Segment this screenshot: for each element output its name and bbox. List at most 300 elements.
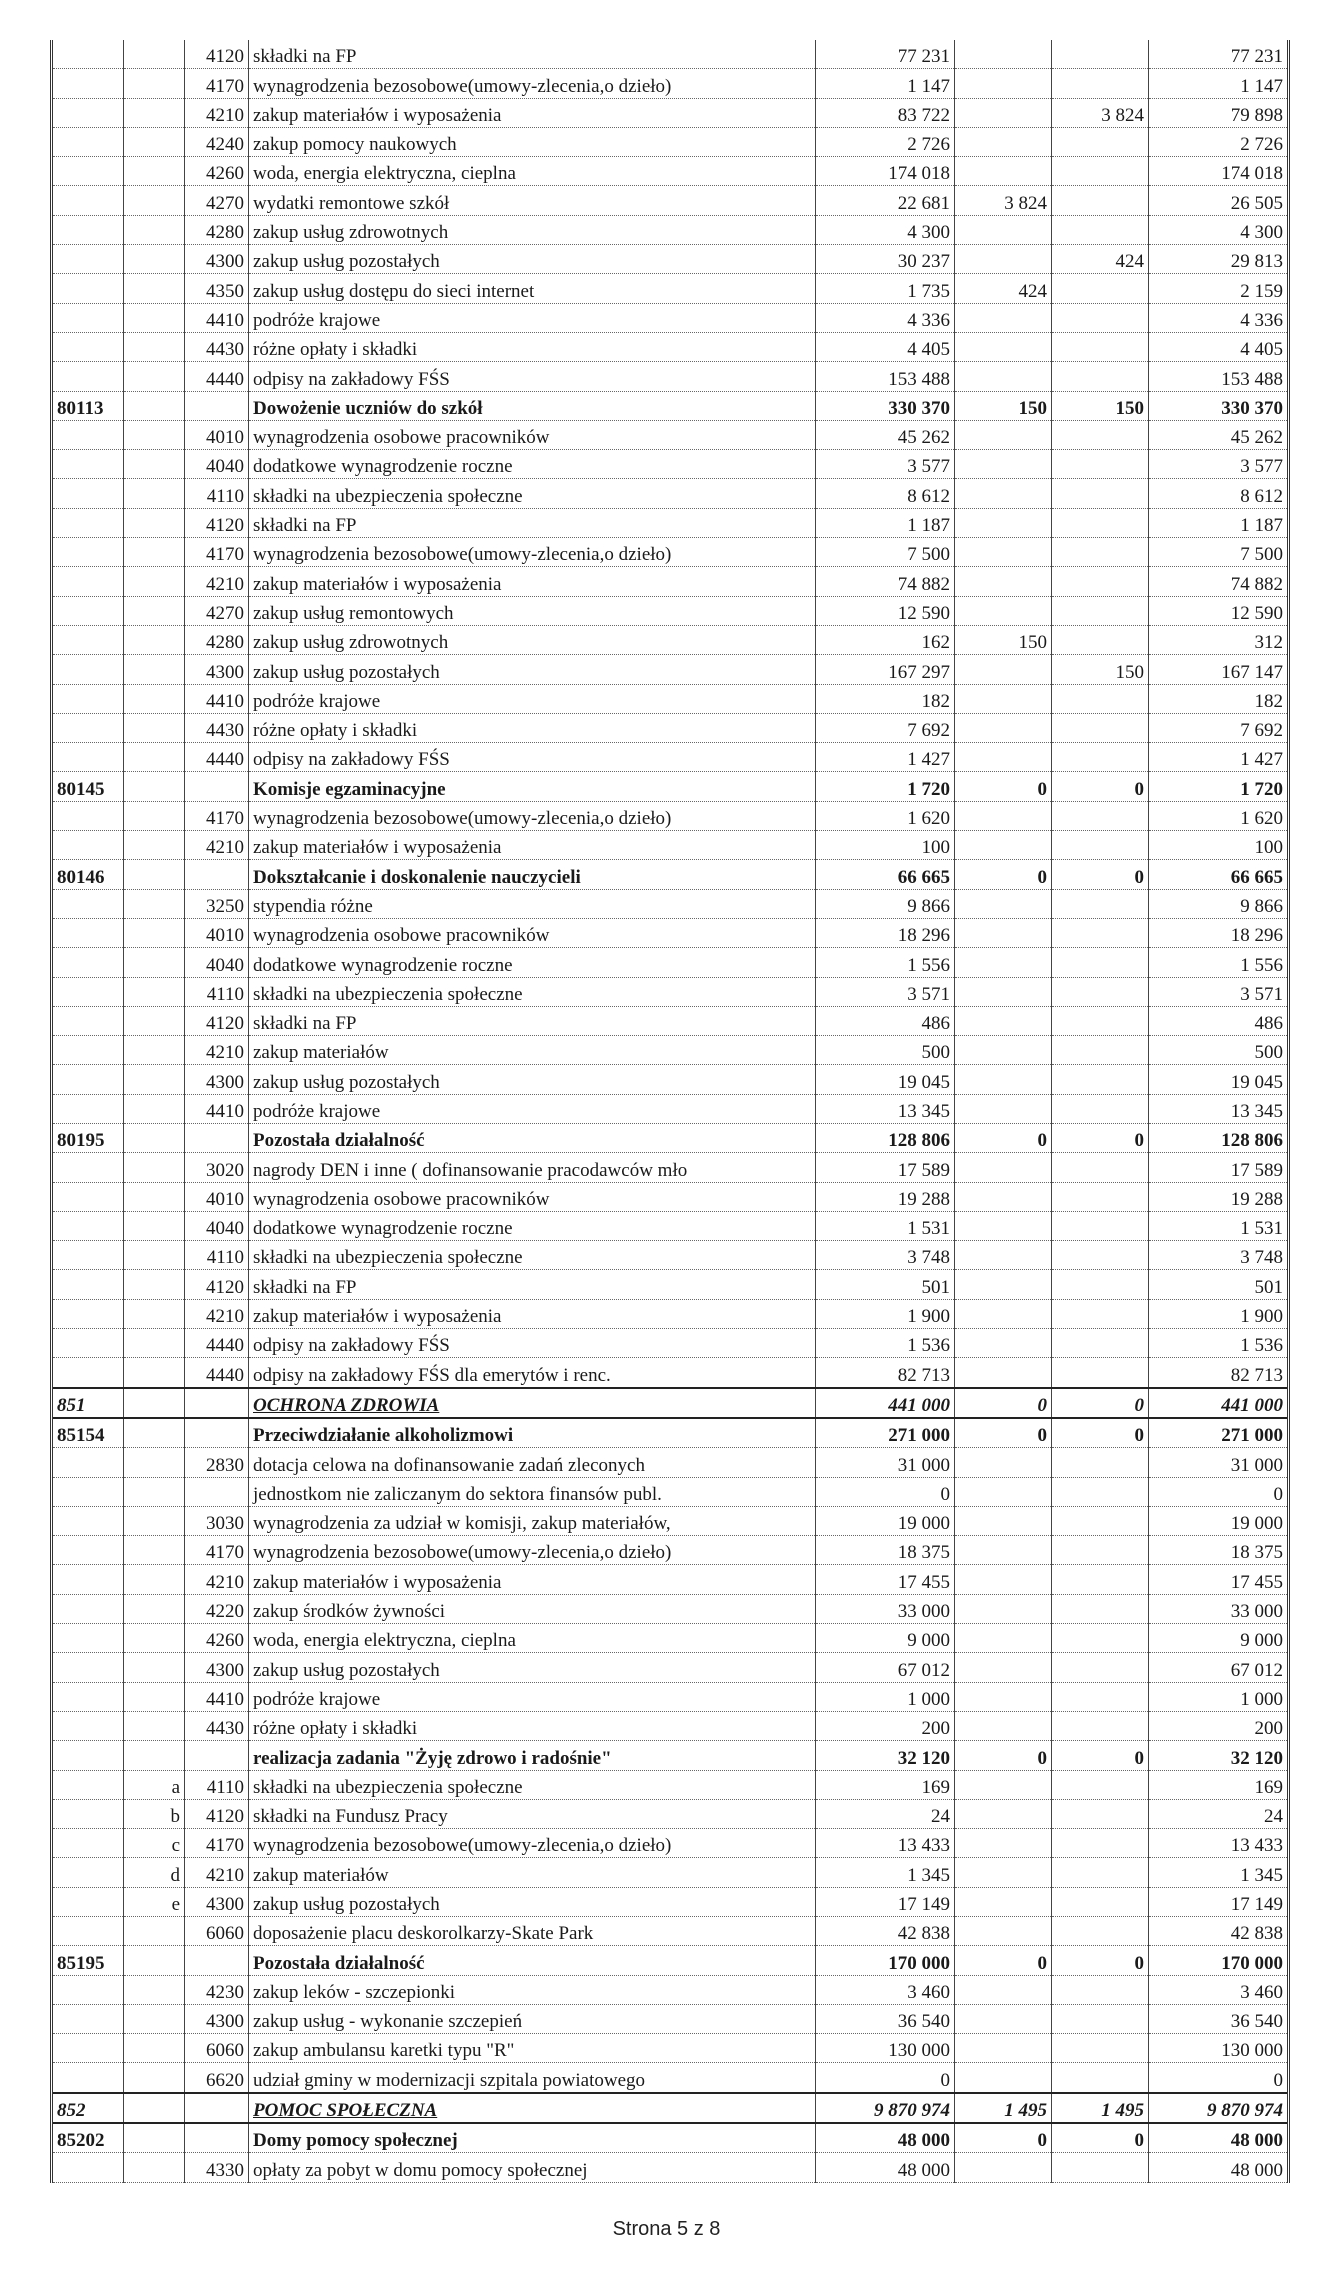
dzial-rozdzial-cell [52, 1975, 124, 2004]
plan-cell: 169 [816, 1770, 955, 1799]
after-change-cell: 66 665 [1149, 860, 1289, 889]
after-change-cell: 3 571 [1149, 977, 1289, 1006]
paragraph-cell: 4210 [185, 567, 249, 596]
after-change-cell: 4 336 [1149, 303, 1289, 332]
after-change-cell: 1 556 [1149, 948, 1289, 977]
table-row [52, 1329, 1289, 1358]
plan-cell: 77 231 [816, 40, 955, 69]
paragraph-cell [185, 2123, 249, 2153]
letter-cell [124, 1624, 185, 1653]
after-change-cell: 182 [1149, 684, 1289, 713]
plan-cell: 1 620 [816, 801, 955, 830]
dzial-rozdzial-cell [52, 684, 124, 713]
table-row [52, 2093, 1289, 2123]
decrease-cell [1052, 1329, 1149, 1358]
description-cell: podróże krajowe [249, 684, 816, 713]
paragraph-cell: 4280 [185, 625, 249, 654]
increase-cell: 0 [955, 1741, 1052, 1770]
table-row [52, 508, 1289, 537]
table-row [52, 801, 1289, 830]
description-cell: zakup materiałów [249, 1858, 816, 1887]
after-change-cell: 170 000 [1149, 1946, 1289, 1975]
paragraph-cell: 4330 [185, 2153, 249, 2182]
table-row [52, 1065, 1289, 1094]
plan-cell: 1 536 [816, 1329, 955, 1358]
decrease-cell [1052, 2063, 1149, 2093]
table-row [52, 2004, 1289, 2033]
dzial-rozdzial-cell [52, 1536, 124, 1565]
dzial-rozdzial-cell [52, 1594, 124, 1623]
description-cell: POMOC SPOŁECZNA [249, 2093, 816, 2123]
dzial-rozdzial-cell [52, 1770, 124, 1799]
dzial-rozdzial-cell: 85202 [52, 2123, 124, 2153]
letter-cell [124, 2034, 185, 2063]
dzial-rozdzial-cell: 80145 [52, 772, 124, 801]
increase-cell [955, 1448, 1052, 1477]
paragraph-cell: 4270 [185, 186, 249, 215]
letter-cell [124, 127, 185, 156]
increase-cell [955, 1506, 1052, 1535]
description-cell: woda, energia elektryczna, cieplna [249, 1624, 816, 1653]
table-row [52, 1153, 1289, 1182]
dzial-rozdzial-cell [52, 127, 124, 156]
description-cell: wynagrodzenia bezosobowe(umowy-zlecenia,o dzieło) [249, 1536, 816, 1565]
description-cell: realizacja zadania "Żyję zdrowo i radośnie" [249, 1741, 816, 1770]
table-row [52, 1829, 1289, 1858]
letter-cell [124, 1448, 185, 1477]
dzial-rozdzial-cell [52, 1448, 124, 1477]
after-change-cell: 1 427 [1149, 743, 1289, 772]
after-change-cell: 17 589 [1149, 1153, 1289, 1182]
decrease-cell [1052, 918, 1149, 947]
letter-cell [124, 831, 185, 860]
description-cell: Pozostała działalność [249, 1946, 816, 1975]
letter-cell [124, 948, 185, 977]
letter-cell [124, 596, 185, 625]
dzial-rozdzial-cell [52, 157, 124, 186]
after-change-cell: 45 262 [1149, 420, 1289, 449]
increase-cell: 1 495 [955, 2093, 1052, 2123]
decrease-cell [1052, 948, 1149, 977]
plan-cell: 82 713 [816, 1358, 955, 1388]
increase-cell [955, 1536, 1052, 1565]
table-row [52, 391, 1289, 420]
paragraph-cell [185, 1477, 249, 1506]
after-change-cell: 1 900 [1149, 1299, 1289, 1328]
increase-cell: 150 [955, 625, 1052, 654]
paragraph-cell: 4440 [185, 1329, 249, 1358]
paragraph-cell: 4170 [185, 538, 249, 567]
paragraph-cell: 4210 [185, 98, 249, 127]
table-row [52, 1682, 1289, 1711]
increase-cell [955, 596, 1052, 625]
decrease-cell [1052, 420, 1149, 449]
decrease-cell [1052, 1477, 1149, 1506]
table-row [52, 303, 1289, 332]
after-change-cell: 13 433 [1149, 1829, 1289, 1858]
increase-cell [955, 1682, 1052, 1711]
decrease-cell [1052, 1770, 1149, 1799]
dzial-rozdzial-cell [52, 1299, 124, 1328]
paragraph-cell [185, 1123, 249, 1152]
after-change-cell: 42 838 [1149, 1917, 1289, 1946]
letter-cell [124, 1506, 185, 1535]
dzial-rozdzial-cell [52, 1358, 124, 1388]
paragraph-cell: 4170 [185, 69, 249, 98]
letter-cell [124, 1711, 185, 1740]
description-cell: zakup usług dostępu do sieci internet [249, 274, 816, 303]
after-change-cell: 7 692 [1149, 713, 1289, 742]
increase-cell [955, 245, 1052, 274]
letter-cell [124, 684, 185, 713]
dzial-rozdzial-cell [52, 889, 124, 918]
dzial-rozdzial-cell [52, 1506, 124, 1535]
paragraph-cell [185, 1388, 249, 1418]
decrease-cell [1052, 1299, 1149, 1328]
after-change-cell: 0 [1149, 2063, 1289, 2093]
after-change-cell: 4 405 [1149, 332, 1289, 361]
table-row [52, 1123, 1289, 1152]
decrease-cell [1052, 684, 1149, 713]
description-cell: Dowożenie uczniów do szkół [249, 391, 816, 420]
plan-cell: 4 336 [816, 303, 955, 332]
plan-cell: 17 149 [816, 1887, 955, 1916]
paragraph-cell: 4440 [185, 362, 249, 391]
paragraph-cell: 4210 [185, 1565, 249, 1594]
increase-cell [955, 1711, 1052, 1740]
decrease-cell [1052, 1653, 1149, 1682]
table-row [52, 1094, 1289, 1123]
dzial-rozdzial-cell: 80146 [52, 860, 124, 889]
plan-cell: 18 375 [816, 1536, 955, 1565]
after-change-cell: 77 231 [1149, 40, 1289, 69]
decrease-cell: 0 [1052, 2123, 1149, 2153]
decrease-cell [1052, 1829, 1149, 1858]
description-cell: różne opłaty i składki [249, 713, 816, 742]
description-cell: wynagrodzenia bezosobowe(umowy-zlecenia,o dzieło) [249, 1829, 816, 1858]
description-cell: składki na Fundusz Pracy [249, 1799, 816, 1828]
increase-cell [955, 1270, 1052, 1299]
table-row [52, 1418, 1289, 1448]
letter-cell [124, 215, 185, 244]
letter-cell [124, 2004, 185, 2033]
increase-cell: 0 [955, 1946, 1052, 1975]
increase-cell [955, 2004, 1052, 2033]
plan-cell: 4 300 [816, 215, 955, 244]
paragraph-cell: 4220 [185, 1594, 249, 1623]
after-change-cell: 74 882 [1149, 567, 1289, 596]
increase-cell [955, 98, 1052, 127]
table-row [52, 1887, 1289, 1916]
table-row [52, 1624, 1289, 1653]
plan-cell: 48 000 [816, 2123, 955, 2153]
after-change-cell: 48 000 [1149, 2123, 1289, 2153]
letter-cell [124, 2123, 185, 2153]
paragraph-cell: 4110 [185, 479, 249, 508]
decrease-cell [1052, 1270, 1149, 1299]
description-cell: zakup materiałów i wyposażenia [249, 831, 816, 860]
decrease-cell [1052, 801, 1149, 830]
increase-cell [955, 479, 1052, 508]
dzial-rozdzial-cell [52, 1211, 124, 1240]
after-change-cell: 1 536 [1149, 1329, 1289, 1358]
letter-cell [124, 1065, 185, 1094]
dzial-rozdzial-cell [52, 801, 124, 830]
after-change-cell: 33 000 [1149, 1594, 1289, 1623]
plan-cell: 2 726 [816, 127, 955, 156]
after-change-cell: 330 370 [1149, 391, 1289, 420]
paragraph-cell: 4300 [185, 245, 249, 274]
letter-cell [124, 1565, 185, 1594]
decrease-cell [1052, 362, 1149, 391]
table-row [52, 215, 1289, 244]
paragraph-cell: 4430 [185, 713, 249, 742]
decrease-cell [1052, 1094, 1149, 1123]
plan-cell: 153 488 [816, 362, 955, 391]
table-row [52, 479, 1289, 508]
plan-cell: 19 045 [816, 1065, 955, 1094]
description-cell: dodatkowe wynagrodzenie roczne [249, 1211, 816, 1240]
paragraph-cell [185, 1418, 249, 1448]
plan-cell: 30 237 [816, 245, 955, 274]
after-change-cell: 167 147 [1149, 655, 1289, 684]
plan-cell: 7 692 [816, 713, 955, 742]
dzial-rozdzial-cell: 85154 [52, 1418, 124, 1448]
after-change-cell: 1 620 [1149, 801, 1289, 830]
paragraph-cell: 4280 [185, 215, 249, 244]
after-change-cell: 2 726 [1149, 127, 1289, 156]
description-cell: dodatkowe wynagrodzenie roczne [249, 948, 816, 977]
after-change-cell: 19 045 [1149, 1065, 1289, 1094]
paragraph-cell [185, 1741, 249, 1770]
dzial-rozdzial-cell [52, 362, 124, 391]
description-cell: zakup materiałów [249, 1036, 816, 1065]
table-row [52, 625, 1289, 654]
letter-cell [124, 1036, 185, 1065]
table-row [52, 1241, 1289, 1270]
description-cell: różne opłaty i składki [249, 332, 816, 361]
table-row [52, 655, 1289, 684]
increase-cell [955, 1477, 1052, 1506]
paragraph-cell: 4210 [185, 1036, 249, 1065]
paragraph-cell: 4230 [185, 1975, 249, 2004]
increase-cell [955, 948, 1052, 977]
after-change-cell: 18 296 [1149, 918, 1289, 947]
increase-cell [955, 1006, 1052, 1035]
after-change-cell: 9 866 [1149, 889, 1289, 918]
increase-cell [955, 2153, 1052, 2182]
table-row [52, 772, 1289, 801]
decrease-cell [1052, 1799, 1149, 1828]
plan-cell: 9 000 [816, 1624, 955, 1653]
letter-cell [124, 98, 185, 127]
dzial-rozdzial-cell [52, 303, 124, 332]
dzial-rozdzial-cell [52, 567, 124, 596]
table-row [52, 1741, 1289, 1770]
table-row [52, 713, 1289, 742]
increase-cell [955, 1182, 1052, 1211]
paragraph-cell: 4300 [185, 655, 249, 684]
plan-cell: 271 000 [816, 1418, 955, 1448]
table-row [52, 860, 1289, 889]
increase-cell [955, 1624, 1052, 1653]
after-change-cell: 441 000 [1149, 1388, 1289, 1418]
dzial-rozdzial-cell [52, 332, 124, 361]
paragraph-cell: 4210 [185, 1858, 249, 1887]
letter-cell [124, 1917, 185, 1946]
table-row [52, 274, 1289, 303]
increase-cell [955, 1094, 1052, 1123]
letter-cell [124, 1270, 185, 1299]
increase-cell [955, 684, 1052, 713]
increase-cell [955, 1065, 1052, 1094]
dzial-rozdzial-cell [52, 1917, 124, 1946]
table-row [52, 40, 1289, 69]
description-cell: zakup ambulansu karetki typu "R" [249, 2034, 816, 2063]
increase-cell [955, 1299, 1052, 1328]
letter-cell [124, 479, 185, 508]
dzial-rozdzial-cell [52, 215, 124, 244]
increase-cell: 0 [955, 1388, 1052, 1418]
table-row [52, 1711, 1289, 1740]
decrease-cell [1052, 2004, 1149, 2033]
plan-cell: 18 296 [816, 918, 955, 947]
decrease-cell [1052, 977, 1149, 1006]
table-row [52, 918, 1289, 947]
increase-cell [955, 567, 1052, 596]
increase-cell [955, 743, 1052, 772]
decrease-cell [1052, 69, 1149, 98]
increase-cell [955, 40, 1052, 69]
table-row [52, 1388, 1289, 1418]
table-row [52, 1975, 1289, 2004]
decrease-cell [1052, 1565, 1149, 1594]
table-row [52, 245, 1289, 274]
after-change-cell: 19 000 [1149, 1506, 1289, 1535]
table-row [52, 1799, 1289, 1828]
after-change-cell: 26 505 [1149, 186, 1289, 215]
paragraph-cell: 4300 [185, 1887, 249, 1916]
description-cell: zakup usług pozostałych [249, 655, 816, 684]
plan-cell: 17 455 [816, 1565, 955, 1594]
letter-cell [124, 1594, 185, 1623]
paragraph-cell: 4170 [185, 1536, 249, 1565]
increase-cell [955, 1594, 1052, 1623]
description-cell: składki na ubezpieczenia społeczne [249, 977, 816, 1006]
budget-sheet [50, 40, 1290, 2183]
plan-cell: 13 345 [816, 1094, 955, 1123]
description-cell: składki na ubezpieczenia społeczne [249, 1770, 816, 1799]
increase-cell [955, 1653, 1052, 1682]
dzial-rozdzial-cell [52, 538, 124, 567]
decrease-cell: 0 [1052, 1418, 1149, 1448]
after-change-cell: 486 [1149, 1006, 1289, 1035]
plan-cell: 100 [816, 831, 955, 860]
increase-cell [955, 1036, 1052, 1065]
description-cell: opłaty za pobyt w domu pomocy społecznej [249, 2153, 816, 2182]
paragraph-cell [185, 772, 249, 801]
after-change-cell: 31 000 [1149, 1448, 1289, 1477]
paragraph-cell: 6620 [185, 2063, 249, 2093]
paragraph-cell: 4040 [185, 1211, 249, 1240]
increase-cell [955, 362, 1052, 391]
budget-table [50, 40, 1290, 2183]
description-cell: zakup leków - szczepionki [249, 1975, 816, 2004]
dzial-rozdzial-cell [52, 40, 124, 69]
description-cell: zakup materiałów i wyposażenia [249, 567, 816, 596]
after-change-cell: 67 012 [1149, 1653, 1289, 1682]
table-row [52, 1182, 1289, 1211]
dzial-rozdzial-cell [52, 1741, 124, 1770]
description-cell: Przeciwdziałanie alkoholizmowi [249, 1418, 816, 1448]
dzial-rozdzial-cell [52, 1241, 124, 1270]
decrease-cell: 0 [1052, 1388, 1149, 1418]
after-change-cell: 1 345 [1149, 1858, 1289, 1887]
increase-cell [955, 1858, 1052, 1887]
letter-cell [124, 2153, 185, 2182]
paragraph-cell: 4110 [185, 1241, 249, 1270]
after-change-cell: 271 000 [1149, 1418, 1289, 1448]
plan-cell: 9 866 [816, 889, 955, 918]
decrease-cell [1052, 713, 1149, 742]
plan-cell: 486 [816, 1006, 955, 1035]
after-change-cell: 169 [1149, 1770, 1289, 1799]
plan-cell: 1 720 [816, 772, 955, 801]
letter-cell [124, 303, 185, 332]
increase-cell [955, 1565, 1052, 1594]
after-change-cell: 1 187 [1149, 508, 1289, 537]
paragraph-cell: 4300 [185, 1065, 249, 1094]
letter-cell [124, 391, 185, 420]
plan-cell: 22 681 [816, 186, 955, 215]
paragraph-cell: 4260 [185, 1624, 249, 1653]
dzial-rozdzial-cell [52, 69, 124, 98]
decrease-cell [1052, 1975, 1149, 2004]
dzial-rozdzial-cell [52, 1329, 124, 1358]
plan-cell: 32 120 [816, 1741, 955, 1770]
table-row [52, 684, 1289, 713]
dzial-rozdzial-cell [52, 186, 124, 215]
letter-cell [124, 1182, 185, 1211]
description-cell: zakup pomocy naukowych [249, 127, 816, 156]
description-cell: wynagrodzenia bezosobowe(umowy-zlecenia,o dzieło) [249, 801, 816, 830]
letter-cell [124, 655, 185, 684]
table-row [52, 2123, 1289, 2153]
description-cell: składki na ubezpieczenia społeczne [249, 1241, 816, 1270]
letter-cell [124, 157, 185, 186]
after-change-cell: 500 [1149, 1036, 1289, 1065]
description-cell: wynagrodzenia osobowe pracowników [249, 1182, 816, 1211]
table-row [52, 1448, 1289, 1477]
after-change-cell: 174 018 [1149, 157, 1289, 186]
decrease-cell: 424 [1052, 245, 1149, 274]
after-change-cell: 1 531 [1149, 1211, 1289, 1240]
increase-cell [955, 1211, 1052, 1240]
decrease-cell [1052, 186, 1149, 215]
after-change-cell: 200 [1149, 1711, 1289, 1740]
after-change-cell: 18 375 [1149, 1536, 1289, 1565]
increase-cell [955, 508, 1052, 537]
increase-cell [955, 1917, 1052, 1946]
increase-cell [955, 215, 1052, 244]
plan-cell: 170 000 [816, 1946, 955, 1975]
dzial-rozdzial-cell: 852 [52, 2093, 124, 2123]
table-row [52, 1858, 1289, 1887]
dzial-rozdzial-cell [52, 1477, 124, 1506]
description-cell: Dokształcanie i doskonalenie nauczycieli [249, 860, 816, 889]
decrease-cell [1052, 1065, 1149, 1094]
paragraph-cell: 3250 [185, 889, 249, 918]
